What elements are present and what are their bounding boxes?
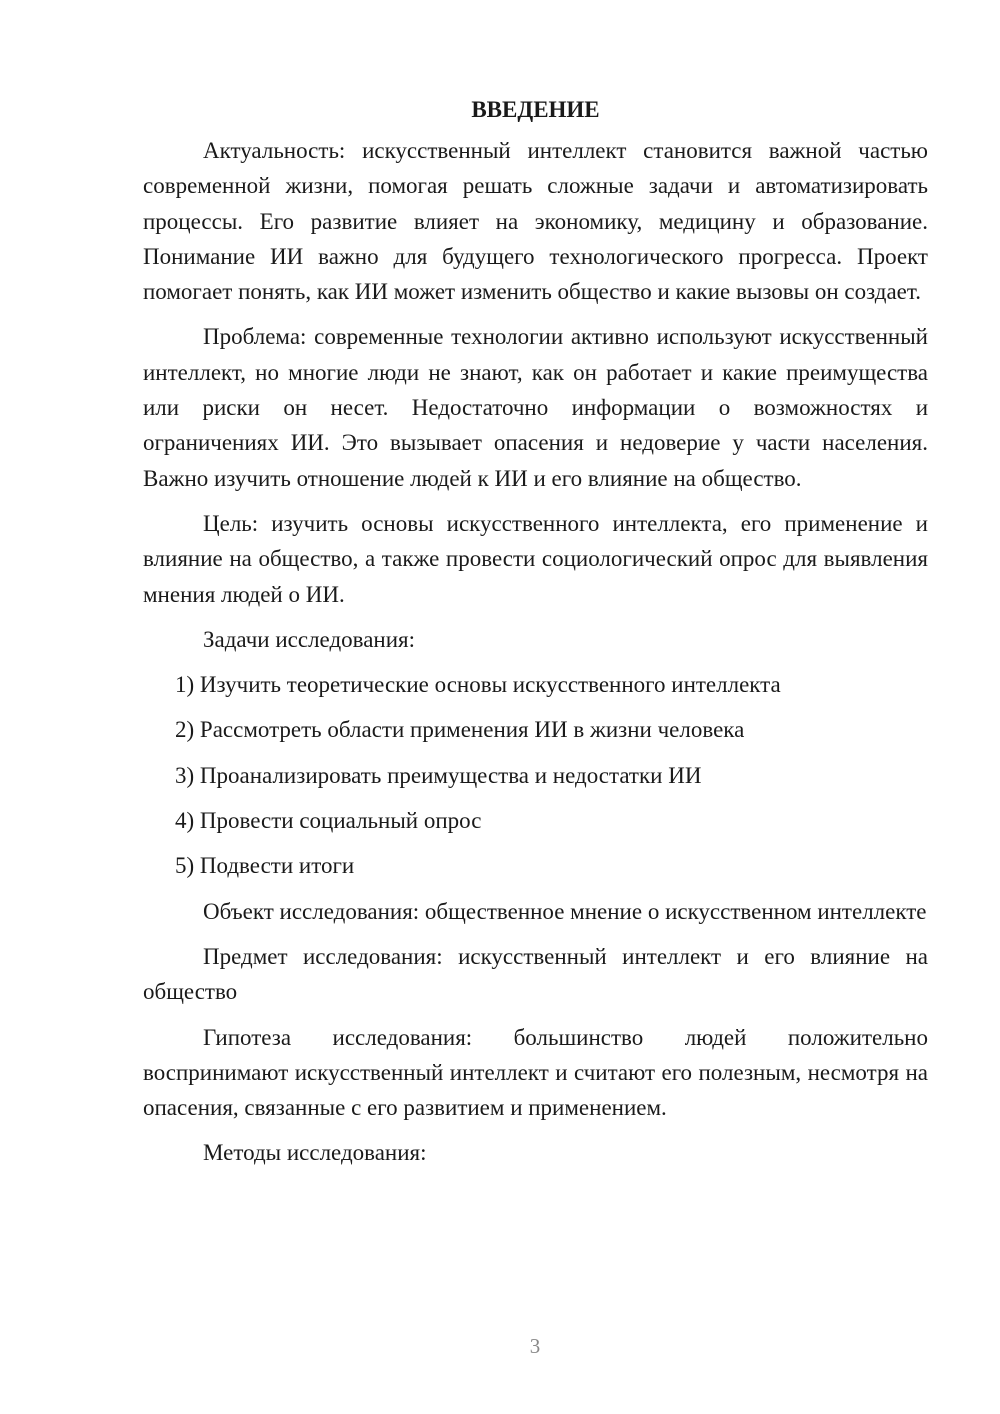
- object-paragraph: Объект исследования: общественное мнение о искусственном интеллекте: [203, 898, 927, 924]
- page-number: 3: [529, 1334, 541, 1358]
- task-item: 1) Изучить теоретические основы искусственного интеллекта: [175, 672, 781, 698]
- document-page: [143, 92, 928, 1181]
- tasks-list: [143, 667, 928, 883]
- methods-heading: Методы исследования:: [203, 1140, 427, 1166]
- problem-paragraph: Проблема: современные технологии активно используют искусственный интеллект, но многие люди не знают, как он работает и какие преимущества или риски он несет. Недостаточно информации о возможностях и ограничениях ИИ. Это вызывает опасения и недоверие у части населения. Важно изучить отношение людей к ИИ и его влияние на общество.: [143, 324, 928, 491]
- task-item: 5) Подвести итоги: [175, 853, 355, 879]
- task-item: 2) Рассмотреть области применения ИИ в жизни человека: [175, 717, 745, 743]
- tasks-heading: Задачи исследования:: [203, 626, 416, 652]
- hypothesis-paragraph: Гипотеза исследования: большинство людей положительно воспринимают искусственный интеллект и считают его полезным, несмотря на опасения, связанные с его развитием и применением.: [143, 1024, 928, 1121]
- task-item: 3) Проанализировать преимущества и недостатки ИИ: [175, 762, 702, 788]
- goal-paragraph: Цель: изучить основы искусственного интеллекта, его применение и влияние на общество, а также провести социологический опрос для выявления мнения людей о ИИ.: [143, 510, 928, 607]
- subject-paragraph: Предмет исследования: искусственный интеллект и его влияние на общество: [143, 943, 928, 1005]
- relevance-paragraph: Актуальность: искусственный интеллект становится важной частью современной жизни, помогая решать сложные задачи и автоматизировать процессы. Его развитие влияет на экономику, медицину и образование. Понимание ИИ важно для будущего технологического прогресса. Проект помогает понять, как ИИ может изменить общество и какие вызовы он создает.: [143, 138, 928, 305]
- task-item: 4) Провести социальный опрос: [175, 808, 482, 834]
- page-title: ВВЕДЕНИЕ: [471, 97, 600, 122]
